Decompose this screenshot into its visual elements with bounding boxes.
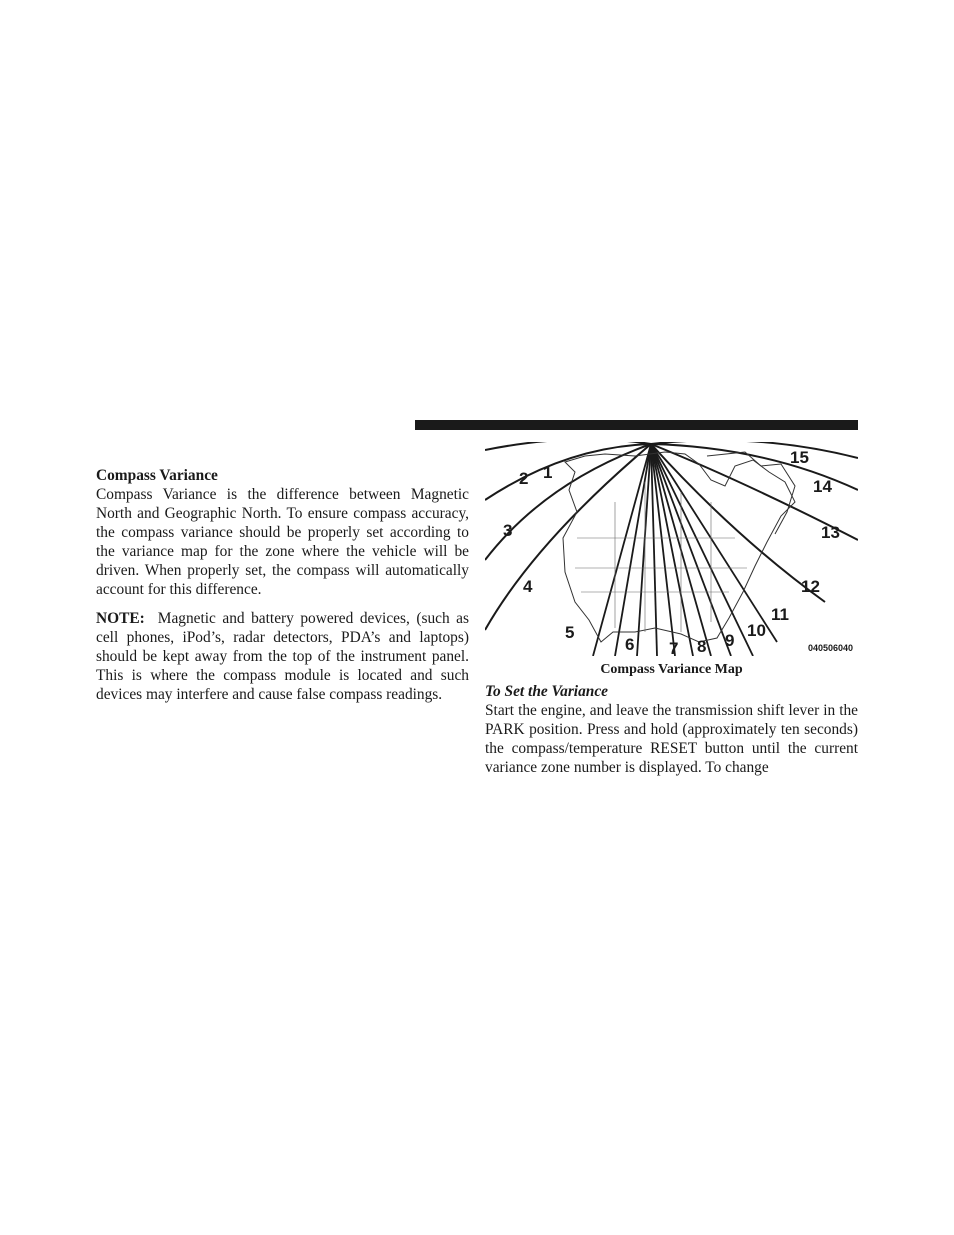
note-label: NOTE: [96, 610, 145, 627]
zone-label-1: 1 [543, 463, 553, 482]
zone-label-12: 12 [801, 577, 820, 596]
right-column [485, 682, 858, 777]
zone-label-2: 2 [519, 469, 529, 488]
figure-code: 040506040 [808, 643, 854, 653]
compass-variance-heading: Compass Variance [96, 467, 218, 484]
section-header-bar [415, 420, 858, 430]
figure-caption: Compass Variance Map [600, 662, 743, 677]
zone-label-11: 11 [771, 605, 789, 624]
zone-label-9: 9 [725, 631, 735, 650]
zone-label-14: 14 [813, 477, 832, 496]
compass-variance-paragraph: Compass Variance is the difference between Magnetic North and Geographic North. To ensure compass accuracy, the compass variance should be properly set according to the variance map for the zone where the vehicle will be driven. When properly set, the compass will automatically account for this difference. [96, 486, 469, 598]
zone-label-10: 10 [747, 621, 766, 640]
zone-label-5: 5 [565, 623, 575, 642]
note-paragraph [96, 609, 469, 704]
compass-variance-map [485, 442, 858, 656]
zone-label-4: 4 [523, 577, 533, 596]
left-column [96, 466, 469, 704]
zone-label-6: 6 [625, 635, 635, 654]
zone-label-8: 8 [697, 637, 707, 656]
set-variance-subheading: To Set the Variance [485, 683, 608, 700]
zone-label-13: 13 [821, 523, 840, 542]
note-text: Magnetic and battery powered devices, (such as cell phones, iPod’s, radar detectors, PDA’s and laptops) should be kept away from the top of the instrument panel. This is where the compass module is located and such devices may interfere and cause false compass readings. [96, 610, 469, 703]
zone-label-3: 3 [503, 521, 513, 540]
zone-label-15: 15 [790, 448, 809, 467]
variance-map-svg [485, 442, 858, 656]
zone-label-7: 7 [669, 639, 679, 656]
set-variance-paragraph: Start the engine, and leave the transmission shift lever in the PARK position. Press and hold (approximately ten seconds) the compass/temperature RESET button until the current variance zone number is displayed. To change [485, 702, 858, 776]
